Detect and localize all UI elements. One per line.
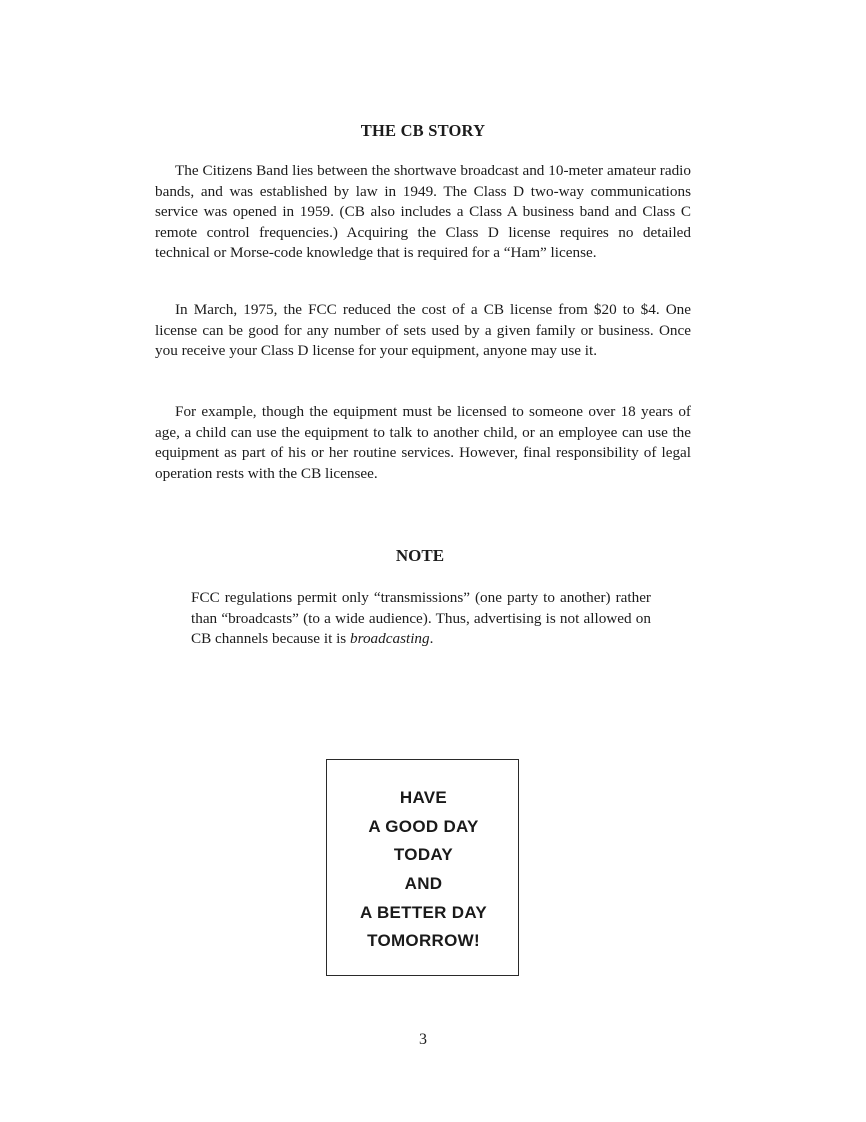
greeting-line: HAVE <box>399 788 448 807</box>
note-heading: NOTE <box>395 546 445 565</box>
greeting-line: A BETTER DAY <box>359 903 488 922</box>
page-number: 3 <box>419 1031 427 1048</box>
paragraph-1: The Citizens Band lies between the shortwave broadcast and 10-meter amateur radio bands, and was established by law in 1949. The Class D two-way communications service was opened in 1959. (CB also includes a Class A business band and Class C remote control frequencies.) Acquiring the Class D license requires no detailed technical or Morse-code knowledge that is required for a “Ham” license. <box>155 162 691 261</box>
greeting-line: TODAY <box>393 845 454 864</box>
greeting-line: AND <box>404 874 443 893</box>
paragraph-2: In March, 1975, the FCC reduced the cost of a CB license from $20 to $4. One license can be good for any number of sets used by a given family or business. Once you receive your Class D license for your equipment, anyone may use it. <box>155 301 691 359</box>
greeting-line: A GOOD DAY <box>368 817 479 836</box>
page-title: THE CB STORY <box>360 121 486 140</box>
greeting-line: TOMORROW! <box>367 931 480 950</box>
greeting-box <box>326 759 519 976</box>
note-text: FCC regulations permit only “transmissions” (one party to another) rather than “broadcasts” (to a wide audience). Thus, advertising is not allowed on CB channels because it is <box>191 589 651 647</box>
note-body <box>191 588 651 650</box>
note-text-end: . <box>429 630 434 647</box>
paragraph-3: For example, though the equipment must be licensed to someone over 18 years of age, a child can use the equipment to talk to another child, or an employee can use the equipment as part of his or her routine services. However, final responsibility of legal operation rests with the CB licensee. <box>155 403 691 482</box>
note-emphasis: broadcasting <box>350 630 430 647</box>
